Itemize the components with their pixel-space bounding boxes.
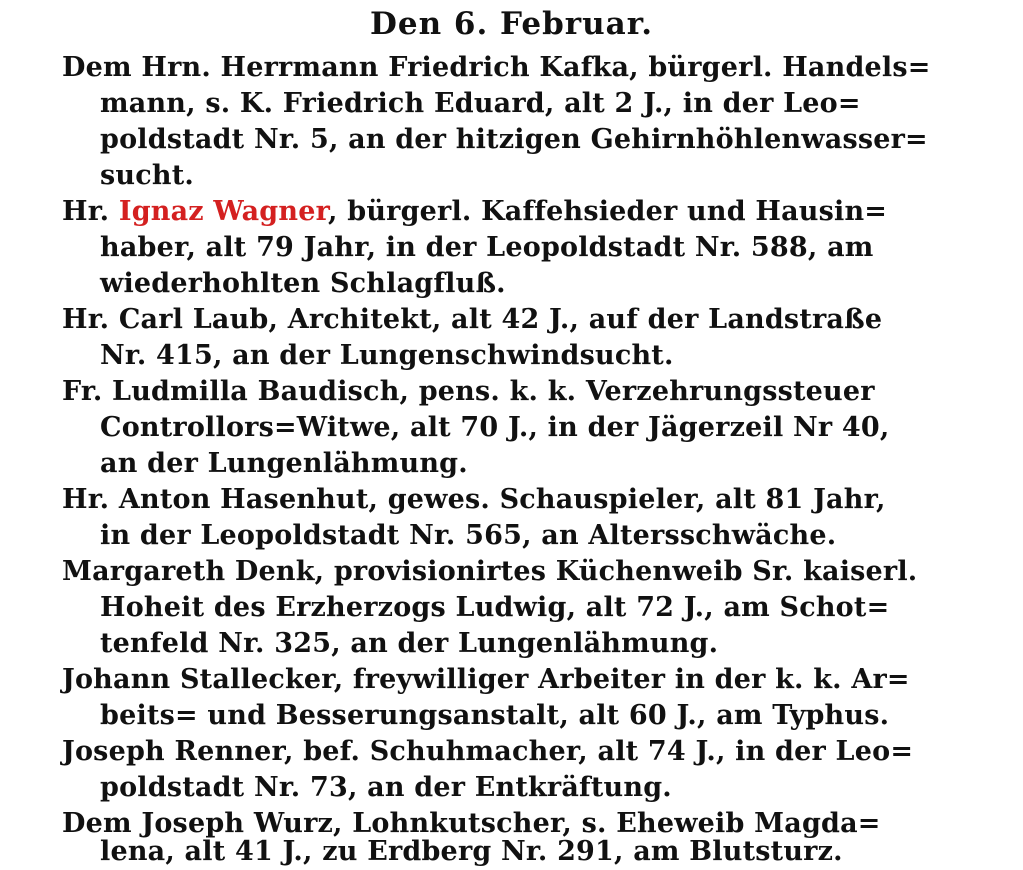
entry-line: Hoheit des Erzherzogs Ludwig, alt 72 J., am Schot= [100, 592, 890, 623]
entry-line: Hr. Anton Hasenhut, gewes. Schauspieler, alt 81 Jahr, [62, 484, 886, 515]
entry-line: Fr. Ludmilla Baudisch, pens. k. k. Verzehrungssteuer [62, 376, 875, 407]
entry-line: mann, s. K. Friedrich Eduard, alt 2 J., in der Leo= [100, 88, 861, 119]
entry-rest: , bürgerl. Kaffehsieder und Hausin= [328, 196, 888, 227]
entry-prefix: Hr. [62, 196, 119, 227]
entry-line-highlighted [62, 194, 887, 230]
entry-line: tenfeld Nr. 325, an der Lungenlähmung. [100, 628, 719, 659]
entry-line: haber, alt 79 Jahr, in der Leopoldstadt Nr. 588, am [100, 232, 874, 263]
entry-line: Dem Hrn. Herrmann Friedrich Kafka, bürgerl. Handels= [62, 52, 931, 83]
page-heading: Den 6. Februar. [369, 6, 654, 42]
entry-line: beits= und Besserungsanstalt, alt 60 J., am Typhus. [100, 700, 890, 731]
highlighted-name: Ignaz Wagner [118, 196, 329, 227]
entry-line: poldstadt Nr. 5, an der hitzigen Gehirnhöhlenwasser= [100, 124, 928, 155]
entry-line: poldstadt Nr. 73, an der Entkräftung. [100, 772, 672, 803]
entry-line: Johann Stallecker, freywilliger Arbeiter in der k. k. Ar= [62, 664, 910, 695]
entry-line: wiederhohlten Schlagfluß. [100, 268, 506, 299]
entry-line: lena, alt 41 J., zu Erdberg Nr. 291, am Blutsturz. [100, 836, 843, 867]
entry-line: Dem Joseph Wurz, Lohnkutscher, s. Eheweib Magda= [62, 808, 881, 839]
entry-line: Controllors=Witwe, alt 70 J., in der Jägerzeil Nr 40, [100, 412, 890, 443]
entry-line: Joseph Renner, bef. Schuhmacher, alt 74 J., in der Leo= [62, 736, 914, 767]
entry-line: an der Lungenlähmung. [100, 448, 468, 479]
entry-line: in der Leopoldstadt Nr. 565, an Altersschwäche. [100, 520, 837, 551]
entry-line: Nr. 415, an der Lungenschwindsucht. [100, 340, 674, 371]
entry-line: Hr. Carl Laub, Architekt, alt 42 J., auf der Landstraße [62, 304, 883, 335]
entry-line: sucht. [100, 160, 194, 191]
entry-line: Margareth Denk, provisionirtes Küchenweib Sr. kaiserl. [62, 556, 918, 587]
